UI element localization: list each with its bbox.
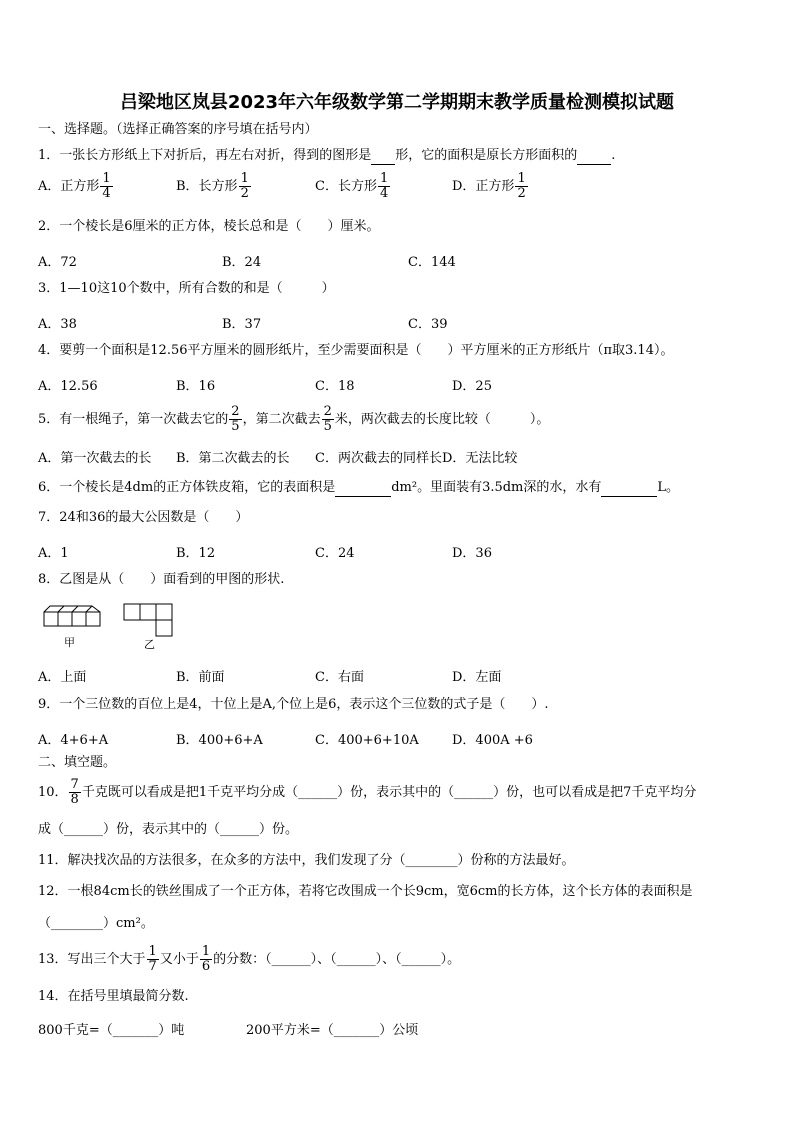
q3-option-a: A．38 (38, 317, 77, 332)
q10-fraction: $\frac{7}{8}$ (70, 777, 79, 807)
q1-option-a: A．正方形 $\frac{1}{4}$ (38, 171, 111, 201)
q4-option-b: B．16 (176, 379, 216, 394)
q7-option-b: B．12 (176, 546, 216, 561)
question-9: 9．一个三位数的百位上是4，十位上是A,个位上是6，表示这个三位数的式子是（ ）. (38, 697, 549, 712)
q8-option-b: B．前面 (176, 670, 225, 685)
q2-option-a: A．72 (38, 255, 77, 270)
q3-option-b: B．37 (222, 317, 262, 332)
section-fill-heading: 二、填空题。 (38, 755, 117, 770)
q9-option-d: D．400A +6 (452, 733, 533, 748)
question-2: 2．一个棱长是6厘米的正方体，棱长总和是（ ）厘米。 (38, 219, 380, 234)
q2-option-b: B．24 (222, 255, 262, 270)
q2-option-c: C．144 (408, 255, 456, 270)
q5-option-b: B．第二次截去的长 (176, 451, 290, 466)
figure-yi-label: 乙 (144, 638, 155, 650)
q5-option-a: A．第一次截去的长 (38, 451, 152, 466)
q13-fraction-2: $\frac{1}{6}$ (201, 944, 211, 974)
q1-text-b: 形，它的面积是原长方形面积的 (395, 148, 578, 163)
q6-blank-1 (335, 480, 391, 497)
q8-option-a: A．上面 (38, 670, 87, 685)
question-11: 11．解决找次品的方法很多，在众多的方法中，我们发现了分（________）份称的方法最好。 (38, 853, 575, 868)
q9-option-a: A．4+6+A (38, 733, 109, 748)
figure-jia-label: 甲 (64, 636, 75, 649)
q4-option-a: A．12.56 (38, 379, 98, 394)
q1-text-c: . (611, 148, 616, 163)
q6-blank-2 (601, 480, 657, 497)
question-5: 5．有一根绳子，第一次截去它的 $\frac{2}{5}$ ，第二次截去 $\frac{2}{5}$ 米，两次截去的长度比较（ ）。 (38, 404, 550, 434)
question-13: 13．写出三个大于 $\frac{1}{7}$ 又小于 $\frac{1}{6}$ 的分数：（______）、（______）、（______）。 (38, 944, 461, 974)
q9-option-b: B．400+6+A (176, 733, 263, 748)
q1-option-c: C．长方形 $\frac{1}{4}$ (315, 171, 389, 201)
figure-jia (42, 602, 102, 650)
question-8: 8．乙图是从（ ）面看到的甲图的形状. (38, 572, 285, 587)
q4-option-c: C．18 (315, 379, 355, 394)
q14-part-1: 800千克=（_______）吨 (38, 1023, 185, 1038)
q8-option-d: D．左面 (452, 670, 502, 685)
figure-yi (122, 602, 178, 650)
question-4: 4．要剪一个面积是12.56平方厘米的圆形纸片，至少需要面积是（ ）平方厘米的正方形纸片（π取3.14）。 (38, 343, 674, 358)
q1-blank-2 (577, 148, 611, 165)
q5-option-c: C．两次截去的同样长D．无法比较 (315, 451, 518, 466)
q1-text-a: 1．一张长方形纸上下对折后，再左右对折，得到的图形是 (38, 148, 372, 163)
q5-fraction-2: $\frac{2}{5}$ (323, 404, 332, 434)
q4-option-d: D．25 (452, 379, 492, 394)
q14-part-2: 200平方米=（_______）公顷 (246, 1023, 419, 1038)
question-10-cont: 成（______）份，表示其中的（______）份。 (38, 822, 299, 837)
question-12: 12．一根84cm长的铁丝围成了一个正方体，若将它改围成一个长9cm，宽6cm的长方体，这个长方体的表面积是 (38, 884, 693, 899)
q1-blank-1 (371, 148, 395, 165)
q1-option-b: B．长方形 $\frac{1}{2}$ (176, 171, 249, 201)
q7-option-c: C．24 (315, 546, 355, 561)
q3-option-c: C．39 (408, 317, 448, 332)
q1-option-d: D．正方形 $\frac{1}{2}$ (452, 171, 526, 201)
q5-fraction-1: $\frac{2}{5}$ (231, 404, 240, 434)
section-choice-heading: 一、选择题。（选择正确答案的序号填在括号内） (38, 122, 318, 137)
question-3: 3．1—10这10个数中，所有合数的和是（ ） (38, 281, 335, 296)
question-10: 10． $\frac{7}{8}$ 千克既可以看成是把1千克平均分成（______）份，表示其中的（______）份，也可以看成是把7千克平均分 (38, 777, 697, 807)
question-7: 7．24和36的最大公因数是（ ） (38, 510, 249, 525)
q7-option-d: D．36 (452, 546, 492, 561)
question-6: 6．一个棱长是4dm的正方体铁皮箱，它的表面积是 dm²。里面装有3.5dm深的水，水有 L。 (38, 480, 680, 495)
q8-option-c: C．右面 (315, 670, 364, 685)
q13-fraction-1: $\frac{1}{7}$ (148, 944, 157, 974)
page-title: 吕梁地区岚县2023年六年级数学第二学期期末教学质量检测模拟试题 (119, 92, 675, 113)
question-1 (38, 148, 615, 165)
question-12-cont: （________）cm²。 (38, 916, 154, 931)
q7-option-a: A．1 (38, 546, 69, 561)
q9-option-c: C．400+6+10A (315, 733, 419, 748)
question-14: 14．在括号里填最简分数. (38, 989, 189, 1004)
